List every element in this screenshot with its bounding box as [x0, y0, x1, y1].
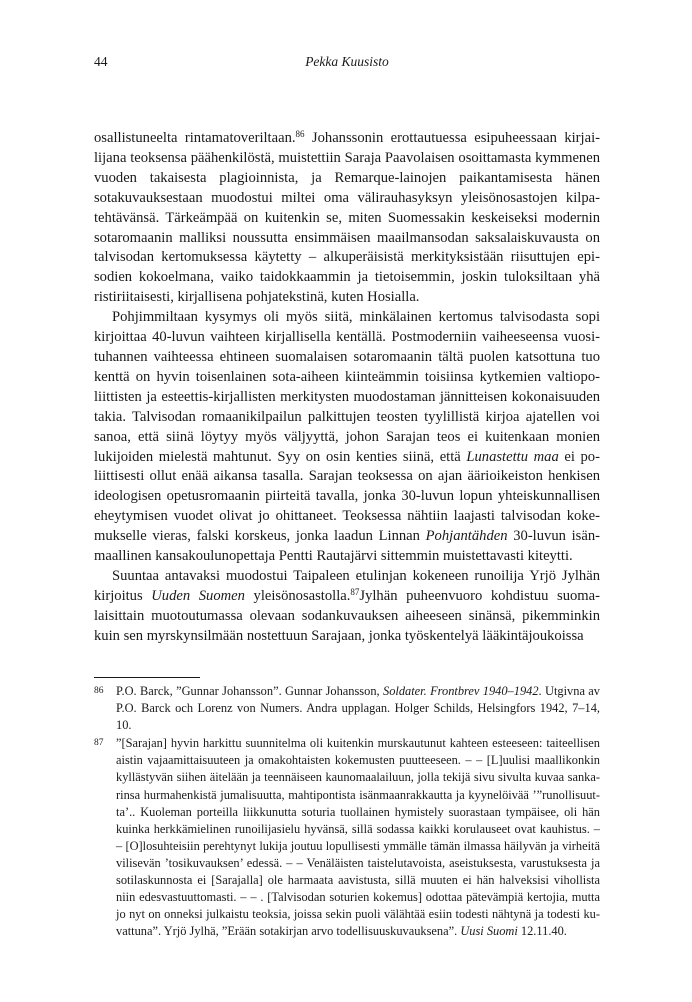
footnote-86-text-a: P.O. Barck, ”Gunnar Johansson”. Gunnar Johansson, — [116, 684, 383, 698]
footnote-87 — [94, 735, 600, 940]
paragraph-3-text-b: yleisönosastolla. — [244, 587, 351, 604]
paragraph-1-text-a: osallistuneelta rintamatoveriltaan. — [94, 130, 296, 146]
newspaper-title-uuden-suomen: Uuden Suomen — [151, 587, 245, 604]
footnote-86-text-b: . Utgivna av P.O. Barck och Lorenz von Numers. Andra upplagan. Holger Schilds, Helsingfors 1942, 7–14, 10. — [116, 684, 601, 733]
footnote-number: 86 — [94, 686, 104, 696]
paragraph-2-text-c: 30-luvun isänmaallinen kansakoulunopettaja Pentti Rautajärvi sittemmin muistettavasti kiteytti. — [94, 528, 600, 565]
paragraph-2-text-a: Pohjimmiltaan kysymys oli myös siitä, minkälainen kertomus talvisodasta sopi kirjoittaa 40-luvun vaihteen kirjallisella kentällä. Postmoderniin vaiheeseensa vuosituhannen vaihteessa ehtineen suomalaisen sotaromaanin tältä puolen katsottuna tuo kenttä on hyvin toisenlainen sota-aiheen kiinteämmin toisiinsa kytkemien valtiopoliittisten ja esteettis-kirjallisten merkitysten muodostaman jännitteisen kokonaisuuden takia. Talvisodan romaanikilpailun palkittujen teosten tyylillistä kirjoa ajatellen voi sanoa, että siinä löytyy myös väljyyttä, johon Sarajan teos ei kuitenkaan monien lukijoiden mielestä mahtunut. Syy on osin kenties siinä, että — [94, 309, 600, 465]
footnote-number: 87 — [94, 738, 104, 749]
paragraph-3-text-a: Suuntaa antavaksi muodostui Taipaleen etulinjan kokeneen runoilija Yrjö Jylhän kirjoitus — [94, 567, 600, 604]
footnote-reference-86: 86 — [295, 129, 305, 139]
footnote-separator — [94, 677, 200, 678]
paragraph-2-text-b: ei poliittisesti ollut enää aikansa tasalla. Sarajan teoksessa on ajan äärioikeiston henkisen ideologisen opetusromaanin piirteitä tavalla, jonka 30-luvun lopun yhteiskunnallisen eheytymisen vuodet olivat jo ohittaneet. Teoksessa nähtiin laajasti talvisodan kokemukselle vieras, falski korskeus, jonka laadun Linnan — [94, 448, 600, 545]
footnote-87-text-b: 12.11.40. — [517, 924, 567, 939]
page-number: 44 — [94, 54, 108, 69]
footnote-86 — [94, 683, 600, 734]
paragraph-1-text-b: Johanssonin erottautuessa esipuheessaan kirjailijana teoksensa päähenkilöstä, muistettiin Saraja Paavolaisen osoittamasta kymmenen vuoden takaisesta plagioinnista, ja Remarque-lainojen paikantamisesta hänen sotakuvauksestaan muodostui miltei oma välirauhasyksyn yleisönosastojen kilpatehtävänsä. Tärkeämpää on kuitenkin se, miten Suomessakin keskeiseksi modernin sotaromaanin malliksi noussutta ensimmäisen maailmansodan saksalaiskuvausta on talvisodan kertomuksessa käytetty – alkuperäisistä merkityksistään riisuttujen episodien kokoelmana, vaiko taidokkaammin ja tietoisemmin, joskin tuloksiltaan yhä ristiriitaisesti, kirjallisena pohjatekstinä, kuten Hosialla. — [94, 130, 600, 306]
paragraph-2 — [94, 308, 600, 567]
footnote-86-title: Soldater. Frontbrev 1940–1942 — [383, 684, 539, 698]
paragraph-3 — [94, 567, 600, 647]
book-title-lunastettu-maa: Lunastettu maa — [466, 448, 559, 465]
footnotes — [94, 683, 600, 941]
page-header — [94, 54, 600, 74]
paragraph-1 — [94, 129, 600, 308]
paragraph-3-text-c: Jylhän puheenvuoro kohdistuu suomalaisittain muotoutumassa olevaan sodankuvauksen aiheeseen sinänsä, pikemminkin kuin sen myrskynsilmään nostettuun Sarajaan, jonka työskentelyä lääkintäjoukoissa — [94, 587, 600, 644]
running-head: Pekka Kuusisto — [305, 54, 389, 69]
footnote-reference-87: 87 — [350, 586, 360, 597]
book-title-pohjantahden: Pohjantähden — [425, 528, 508, 545]
footnote-87-text-a: ”[Sarajan] hyvin harkittu suunnitelma oli kuitenkin murskautunut kahteen esteeseen: taiteellisen aistin vajaamittaisuuteen ja omakohtaisten kokemusten puutteeseen. – – [L]uulisi maallikonkin kyllästyvän siihen äitelään ja teennäiseen kaunomaalailuun, jolla tekijä sivu sivulta kuvaa sankarinsa hurmahenkistä jumalisuutta, mahtipontista isänmaanrakkautta ja kyynelöivää ’”runollisuutta’.. Kuoleman porteilla liikkunutta soturia tuollainen hymistely suorastaan tympäisee, oli hän kuinka herkkämielinen runoilijasielu hyvänsä, sillä sodassa kaikki korulauseet ovat kauhistus. – – [O]losuhteisiin perehtynyt lukija joutuu lopullisesti ymmälle tämän ilmassa häilyvän ja virheitä vilisevän ’tosikuvauksen’ edessä. – – Venäläisten taistelutavoista, aseistuksesta, varustuksesta ja sotilaskunnosta ei [Sarajalla] ole harmaata aavistusta, sillä muuten ei hän halveksisi vihollista niin edesvastuuttomasti. – – . [Talvisodan soturien kokemus] odottaa pätevämpiä kertojia, mutta jo nyt on onneksi julkaistu teoksia, joissa sekin puoli välähtää esiin todesti nähtynä ja todesti kuvattuna”. Yrjö Jylhä, ”Erään sotakirjan arvo todellisuuskuvauksena”. — [116, 736, 600, 939]
body-text — [94, 129, 600, 647]
footnote-87-newspaper: Uusi Suomi — [460, 924, 518, 939]
